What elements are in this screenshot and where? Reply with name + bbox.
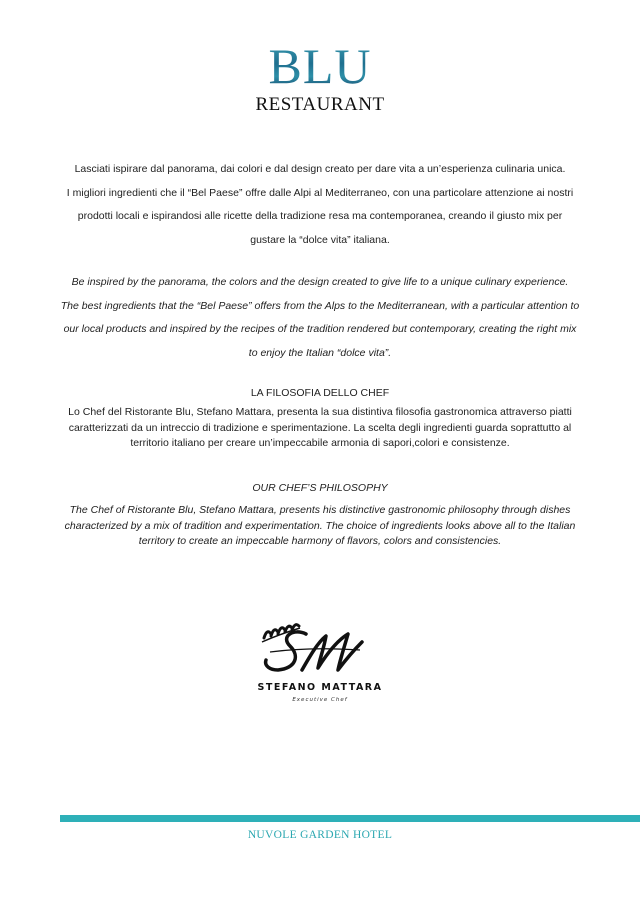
philosophy-heading-english: OUR CHEF’S PHILOSOPHY xyxy=(252,482,388,494)
philosophy-english xyxy=(64,503,576,550)
philosophy-en-line: characterized by a mix of tradition and experimentation. The choice of ingredients looks above all to the Italian xyxy=(64,519,576,532)
intro-en-line: our local products and inspired by the recipes of the tradition rendered but contemporary, creating the right mix xyxy=(63,323,577,335)
intro-it-line: gustare la “dolce vita” italiana. xyxy=(250,233,390,246)
intro-en-line: to enjoy the Italian “dolce vita”. xyxy=(248,346,392,359)
footer-divider xyxy=(60,815,640,822)
philosophy-it-line: territorio italiano per creare un’impeccabile armonia di sapori,colori e consistenze. xyxy=(130,437,510,449)
logo-title: BLU xyxy=(0,40,640,92)
logo-subtitle: RESTAURANT xyxy=(255,94,385,115)
intro-en-line: The best ingredients that the “Bel Paese” offers from the Alps to the Mediterranean, with a particular attention to xyxy=(60,299,580,312)
intro-it-line: I migliori ingredienti che il “Bel Paese” offre dalle Alpi al Mediterraneo, con una particolare attenzione ai nostri xyxy=(66,186,574,199)
chef-role: Executive Chef xyxy=(292,697,348,703)
philosophy-heading-italian: LA FILOSOFIA DELLO CHEF xyxy=(250,387,390,399)
intro-english xyxy=(60,271,580,365)
hotel-name-footer: NUVOLE GARDEN HOTEL xyxy=(247,829,393,841)
chef-signature-logo xyxy=(240,612,400,712)
philosophy-italian xyxy=(64,405,576,452)
intro-italian xyxy=(60,158,580,252)
restaurant-logo xyxy=(0,40,640,116)
sm-monogram-icon xyxy=(240,612,400,682)
intro-it-line: Lasciati ispirare dal panorama, dai colori e dal design creato per dare vita a un’esperienza culinaria unica. xyxy=(74,163,566,175)
intro-it-line: prodotti locali e ispirandosi alle ricette della tradizione resa ma contemporanea, creando il giusto mix per xyxy=(77,210,563,222)
philosophy-it-line: caratterizzati da un intreccio di tradizione e sperimentazione. La scelta degli ingredienti guarda soprattutto al xyxy=(68,421,572,434)
philosophy-en-line: The Chef of Ristorante Blu, Stefano Mattara, presents his distinctive gastronomic philosophy through dishes xyxy=(69,504,571,516)
chef-name: STEFANO MATTARA xyxy=(257,682,383,693)
philosophy-it-line: Lo Chef del Ristorante Blu, Stefano Mattara, presenta la sua distintiva filosofia gastronomica attraverso piatti xyxy=(68,406,572,418)
intro-en-line: Be inspired by the panorama, the colors and the design created to give life to a unique culinary experience. xyxy=(71,276,569,288)
philosophy-en-line: territory to create an impeccable harmony of flavors, colors and consistencies. xyxy=(138,535,502,547)
